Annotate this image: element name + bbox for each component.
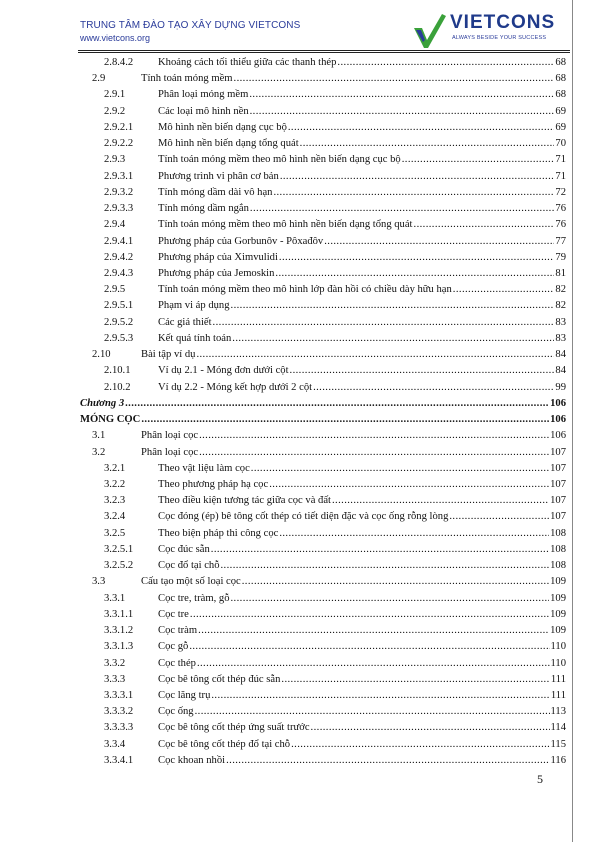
- toc-entry-title: Tính toán móng mềm theo mô hình nền biến dạng cục bộ: [158, 154, 401, 166]
- toc-entry[interactable]: [0, 185, 592, 201]
- toc-entry-title: Cọc tre, tràm, gỗ: [158, 592, 230, 604]
- dot-leader: [324, 234, 554, 250]
- toc-entry-page: 108: [550, 543, 566, 555]
- toc-entry[interactable]: [0, 688, 592, 704]
- toc-entry-number: 3.3.1: [104, 592, 126, 604]
- toc-entry-page: 69: [555, 105, 566, 117]
- toc-entry-title: Cọc lăng trụ: [158, 689, 211, 701]
- toc-entry-page: 116: [550, 754, 566, 766]
- toc-entry-title: Phạm vi áp dụng: [158, 300, 230, 312]
- toc-entry-title: Cọc bê tông cốt thép đúc sẵn: [158, 673, 281, 685]
- vietcons-logo: [412, 10, 567, 52]
- toc-entry[interactable]: [0, 380, 592, 396]
- toc-entry-page: 107: [550, 478, 566, 490]
- toc-entry[interactable]: [0, 542, 592, 558]
- toc-entry[interactable]: [0, 574, 592, 590]
- dot-leader: [196, 347, 554, 363]
- toc-entry-number: 3.2.2: [104, 478, 126, 490]
- dot-leader: [195, 704, 550, 720]
- toc-entry-number: 3.3.4: [104, 738, 126, 750]
- dot-leader: [279, 526, 549, 542]
- toc-entry[interactable]: [0, 201, 592, 217]
- toc-entry[interactable]: [0, 217, 592, 233]
- toc-entry-title: Phương pháp của Jemoskin: [158, 267, 275, 279]
- toc-entry-page: 115: [550, 738, 566, 750]
- toc-entry-title: Cọc thép: [158, 657, 196, 669]
- toc-entry-page: 77: [555, 235, 566, 247]
- page-number: 5: [537, 772, 543, 786]
- dot-leader: [231, 298, 555, 314]
- center-name: TRUNG TÂM ĐÀO TẠO XÂY DỰNG VIETCONS: [80, 20, 301, 31]
- toc-entry-number: 2.9: [92, 73, 106, 85]
- toc-entry[interactable]: [0, 298, 592, 314]
- toc-entry[interactable]: [0, 526, 592, 542]
- toc-entry-title: Theo điều kiện tương tác giữa cọc và đất: [158, 495, 331, 507]
- toc-entry-title: Ví dụ 2.2 - Móng kết hợp dưới 2 cột: [158, 381, 313, 393]
- toc-entry-title: Phân loại móng mềm: [158, 89, 249, 101]
- dot-leader: [226, 753, 549, 769]
- toc-entry-page: 113: [550, 706, 566, 718]
- toc-entry-number: 3.1: [92, 430, 106, 442]
- toc-entry-title: Cọc khoan nhồi: [158, 754, 226, 766]
- dot-leader: [125, 396, 549, 412]
- toc-entry-page: 108: [550, 527, 566, 539]
- toc-entry-number: 2.9.5.2: [104, 316, 134, 328]
- dot-leader: [269, 477, 549, 493]
- toc-entry-page: 84: [555, 365, 566, 377]
- toc-entry-number: 2.9.2.2: [104, 138, 134, 150]
- dot-leader: [291, 737, 549, 753]
- dot-leader: [275, 266, 554, 282]
- toc-entry-title: Theo biện pháp thi công cọc: [158, 527, 279, 539]
- toc-entry[interactable]: [0, 234, 592, 250]
- toc-entry-number: 3.2.5.1: [104, 543, 134, 555]
- toc-entry-title: Các giả thiết: [158, 316, 212, 328]
- toc-entry-number: 2.9.2.1: [104, 121, 134, 133]
- dot-leader: [337, 55, 554, 71]
- dot-leader: [211, 688, 550, 704]
- dot-leader: [402, 152, 555, 168]
- toc-entry-title: Cọc đổ tại chỗ: [158, 560, 220, 572]
- toc-entry[interactable]: [0, 558, 592, 574]
- logo-tagline: ALWAYS BESIDE YOUR SUCCESS: [452, 35, 547, 41]
- toc-entry-title: Tính móng dầm ngắn: [158, 203, 249, 215]
- toc-entry-title: Chương 3: [80, 397, 125, 409]
- toc-entry-number: 2.9.4.1: [104, 235, 134, 247]
- toc-entry-title: Cọc gỗ: [158, 641, 189, 653]
- toc-entry-page: 110: [550, 641, 566, 653]
- toc-entry-page: 84: [555, 349, 566, 361]
- toc-entry-title: Cọc bê tông cốt thép ứng suất trước: [158, 722, 310, 734]
- toc-entry-number: 3.2: [92, 446, 106, 458]
- toc-entry-page: 72: [555, 186, 566, 198]
- logo-wordmark: VIETCONS: [450, 12, 556, 33]
- dot-leader: [414, 217, 555, 233]
- toc-entry[interactable]: [0, 412, 592, 428]
- toc-entry[interactable]: [0, 363, 592, 379]
- dot-leader: [211, 542, 549, 558]
- toc-entry-number: 2.9.1: [104, 89, 126, 101]
- toc-entry[interactable]: [0, 266, 592, 282]
- checkmark-icon: [412, 12, 448, 50]
- toc-entry-title: Mô hình nền biến dạng cục bộ: [158, 121, 287, 133]
- toc-entry-page: 107: [550, 511, 566, 523]
- dot-leader: [198, 623, 549, 639]
- dot-leader: [197, 656, 550, 672]
- toc-entry[interactable]: [0, 591, 592, 607]
- toc-entry-number: 3.2.5: [104, 527, 126, 539]
- toc-entry-page: 111: [550, 673, 566, 685]
- toc-entry-number: 2.9.3.2: [104, 186, 134, 198]
- toc-entry[interactable]: [0, 607, 592, 623]
- toc-entry-page: 107: [550, 495, 566, 507]
- dot-leader: [190, 607, 549, 623]
- toc-entry-page: 99: [555, 381, 566, 393]
- toc-entry-page: 82: [555, 300, 566, 312]
- toc-entry-title: Phương trình vi phân cơ bản: [158, 170, 279, 182]
- right-margin-line: [572, 0, 573, 842]
- toc-entry-page: 70: [555, 138, 566, 150]
- dot-leader: [234, 71, 555, 87]
- dot-leader: [232, 331, 554, 347]
- toc-entry-title: Cọc bê tông cốt thép đổ tại chỗ: [158, 738, 291, 750]
- toc-entry-page: 82: [555, 284, 566, 296]
- toc-entry-title: Khoảng cách tối thiểu giữa các thanh thép: [158, 57, 337, 68]
- toc-entry[interactable]: [0, 104, 592, 120]
- toc-entry[interactable]: [0, 656, 592, 672]
- toc-entry[interactable]: [0, 315, 592, 331]
- toc-entry-page: 76: [555, 203, 566, 215]
- dot-leader: [279, 250, 554, 266]
- toc-entry-number: 2.9.5.1: [104, 300, 134, 312]
- dot-leader: [251, 461, 549, 477]
- dot-leader: [290, 363, 555, 379]
- toc-entry[interactable]: [0, 87, 592, 103]
- toc-entry[interactable]: [0, 720, 592, 736]
- toc-entry[interactable]: [0, 428, 592, 444]
- toc-entry-number: 2.9.2: [104, 105, 126, 117]
- toc-entry-page: 109: [550, 592, 566, 604]
- toc-entry-number: 2.9.4: [104, 219, 126, 231]
- toc-entry-title: Cọc đúc sẵn: [158, 543, 210, 555]
- toc-entry-title: Tính toán móng mềm theo mô hình lớp đàn hồi có chiều dày hữu hạn: [158, 284, 452, 296]
- dot-leader: [280, 169, 555, 185]
- toc-entry-number: 2.9.3.1: [104, 170, 134, 182]
- toc-entry[interactable]: [0, 477, 592, 493]
- header-text: [80, 20, 300, 44]
- dot-leader: [288, 120, 555, 136]
- toc-entry-number: 3.3.1.1: [104, 608, 134, 620]
- toc-entry-page: 68: [555, 57, 566, 68]
- toc-entry-page: 106: [550, 430, 566, 442]
- toc-entry-page: 109: [550, 625, 566, 637]
- toc-entry-title: Theo phương pháp hạ cọc: [158, 478, 269, 490]
- dot-leader: [199, 445, 549, 461]
- toc-entry-page: 111: [550, 689, 566, 701]
- toc-entry-page: 71: [555, 154, 566, 166]
- toc-entry-title: Mô hình nền biến dạng tổng quát: [158, 138, 299, 150]
- dot-leader: [231, 591, 550, 607]
- toc-entry[interactable]: [0, 136, 592, 152]
- toc-entry-page: 107: [550, 462, 566, 474]
- dot-leader: [449, 509, 549, 525]
- toc-entry-page: 71: [555, 170, 566, 182]
- toc-entry-title: Tính toán móng mềm: [141, 73, 233, 85]
- toc-entry-page: 79: [555, 251, 566, 263]
- toc-entry[interactable]: [0, 71, 592, 87]
- toc-entry-page: 110: [550, 657, 566, 669]
- toc-entry[interactable]: [0, 396, 592, 412]
- toc-entry-number: 2.10.2: [104, 381, 131, 393]
- toc-entry-title: Các loại mô hình nền: [158, 105, 249, 117]
- toc-entry[interactable]: [0, 509, 592, 525]
- toc-entry-page: 83: [555, 332, 566, 344]
- toc-entry-title: Cấu tạo một số loại cọc: [141, 576, 241, 588]
- toc-entry[interactable]: [0, 623, 592, 639]
- dot-leader: [242, 574, 549, 590]
- toc-entry-title: MÓNG CỌC: [80, 414, 141, 426]
- toc-entry[interactable]: [0, 445, 592, 461]
- toc-entry-page: 69: [555, 121, 566, 133]
- header-rule: [78, 50, 570, 51]
- dot-leader: [313, 380, 554, 396]
- toc-entry-title: Ví dụ 2.1 - Móng đơn dưới cột: [158, 365, 289, 377]
- toc-entry-page: 109: [550, 576, 566, 588]
- toc-entry-title: Cọc tre: [158, 608, 189, 620]
- toc-entry-number: 2.9.5: [104, 284, 126, 296]
- toc-entry-number: 3.3.3.1: [104, 689, 134, 701]
- toc-entry-number: 2.9.4.2: [104, 251, 134, 263]
- toc-entry[interactable]: [0, 737, 592, 753]
- toc-entry-number: 3.3.2: [104, 657, 126, 669]
- dot-leader: [221, 558, 550, 574]
- toc-entry-number: 3.3.3.3: [104, 722, 134, 734]
- toc-entry[interactable]: [0, 672, 592, 688]
- toc-entry[interactable]: [0, 347, 592, 363]
- toc-entry[interactable]: [0, 120, 592, 136]
- dot-leader: [249, 87, 554, 103]
- toc-entry[interactable]: [0, 753, 592, 769]
- toc-entry-number: 2.9.5.3: [104, 332, 134, 344]
- toc-entry-number: 2.8.4.2: [104, 57, 134, 68]
- toc-entry[interactable]: [0, 169, 592, 185]
- toc-entry-number: 2.10: [92, 349, 111, 361]
- dot-leader: [199, 428, 549, 444]
- toc-entry-page: 108: [550, 560, 566, 572]
- website-link[interactable]: www.vietcons.org: [80, 33, 151, 43]
- toc-entry-title: Tính móng dầm dài vô hạn: [158, 186, 273, 198]
- toc-entry-number: 3.2.5.2: [104, 560, 134, 572]
- toc-entry-page: 107: [550, 446, 566, 458]
- toc-entry-page: 106: [550, 397, 566, 409]
- toc-entry-number: 3.3: [92, 576, 106, 588]
- toc-entry[interactable]: [0, 493, 592, 509]
- toc-entry-page: 109: [550, 608, 566, 620]
- toc-entry-number: 3.2.3: [104, 495, 126, 507]
- toc-entry-number: 3.3.1.3: [104, 641, 134, 653]
- toc-entry-page: 114: [550, 722, 566, 734]
- toc-entry[interactable]: [0, 152, 592, 168]
- dot-leader: [311, 720, 550, 736]
- toc-entry[interactable]: [0, 250, 592, 266]
- toc-entry-page: 76: [555, 219, 566, 231]
- toc-entry-title: Phân loại cọc: [141, 446, 199, 458]
- toc-entry-page: 68: [555, 89, 566, 101]
- toc-entry-number: 3.3.3.2: [104, 706, 134, 718]
- dot-leader: [189, 639, 549, 655]
- toc-entry-title: Theo vật liệu làm cọc: [158, 462, 250, 474]
- toc-entry-title: Cọc đóng (ép) bê tông cốt thép có tiết diện đặc và cọc ống rỗng lòng: [158, 511, 449, 523]
- toc-entry-number: 3.2.4: [104, 511, 126, 523]
- toc-entry[interactable]: [0, 282, 592, 298]
- toc-entry-title: Cọc ống: [158, 706, 194, 718]
- toc-entry-title: Bài tập ví dụ: [141, 349, 196, 361]
- toc-entry-number: 3.3.1.2: [104, 625, 134, 637]
- toc-entry[interactable]: [0, 55, 592, 71]
- toc-entry-page: 81: [555, 267, 566, 279]
- toc-entry-number: 2.9.3.3: [104, 203, 134, 215]
- toc-entry-page: 83: [555, 316, 566, 328]
- toc-entry-title: Kết quả tính toán: [158, 332, 232, 344]
- toc-entry[interactable]: [0, 639, 592, 655]
- toc-entry[interactable]: [0, 461, 592, 477]
- toc-entry-title: Phương pháp của Ximvulidi: [158, 251, 278, 263]
- dot-leader: [250, 201, 554, 217]
- dot-leader: [250, 104, 555, 120]
- toc-entry-title: Cọc tràm: [158, 625, 198, 637]
- dot-leader: [300, 136, 555, 152]
- toc-entry-page: 68: [555, 73, 566, 85]
- toc-entry-title: Phương pháp của Gorbunôv - Pôxađôv: [158, 235, 324, 247]
- toc-entry[interactable]: [0, 704, 592, 720]
- toc-entry-page: 106: [550, 414, 566, 426]
- dot-leader: [332, 493, 549, 509]
- toc-entry-number: 3.3.4.1: [104, 754, 134, 766]
- toc-entry-number: 2.9.4.3: [104, 267, 134, 279]
- toc-entry-number: 2.10.1: [104, 365, 131, 377]
- dot-leader: [213, 315, 555, 331]
- toc-entry[interactable]: [0, 331, 592, 347]
- toc-entry-number: 3.3.3: [104, 673, 126, 685]
- toc-entry-number: 2.9.3: [104, 154, 126, 166]
- dot-leader: [141, 412, 549, 428]
- header-rule-2: [78, 52, 570, 53]
- toc-entry-number: 3.2.1: [104, 462, 126, 474]
- toc-entry-title: Tính toán móng mềm theo mô hình nền biến dạng tổng quát: [158, 219, 413, 231]
- dot-leader: [281, 672, 550, 688]
- dot-leader: [273, 185, 554, 201]
- toc-entry-title: Phân loại cọc: [141, 430, 199, 442]
- dot-leader: [453, 282, 555, 298]
